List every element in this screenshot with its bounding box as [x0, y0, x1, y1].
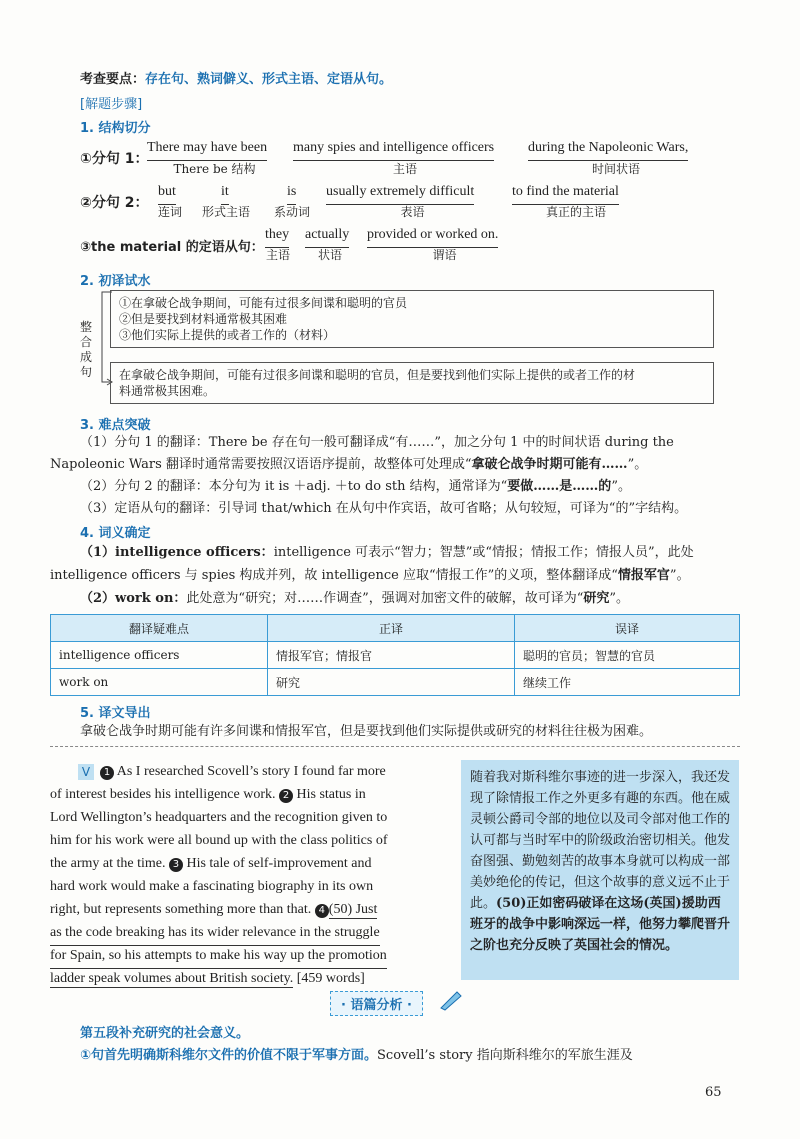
sentence-number: 1: [100, 766, 114, 780]
key-points: [80, 70, 392, 89]
merge-char: 整: [80, 320, 93, 334]
table-row: [51, 642, 740, 669]
passage-line: Lord Wellington’s headquarters and the recognition given to: [50, 810, 388, 825]
clause1-gloss1: There be 结构: [173, 162, 256, 176]
analysis-p2: [80, 1044, 633, 1063]
clause2-gloss5: 真正的主语: [545, 205, 606, 219]
passage-line: [50, 898, 377, 921]
analysis-p1: 第五段补充研究的社会意义。: [80, 1026, 250, 1041]
difficulty-p2-text: （2）分句 2 的翻译：本分句为 it is ＋adj. ＋to do sth 结构，通常译为“: [80, 479, 508, 494]
merge-char: 句: [80, 365, 93, 379]
clause1-label: ①分句 1：: [80, 151, 149, 167]
clause2-gloss2: 形式主语: [201, 205, 250, 219]
meaning-p2-head: （2）work on：: [80, 591, 187, 606]
clause3-gloss2: 状语: [317, 248, 342, 262]
clause2-label: ②分句 2：: [80, 195, 149, 211]
clause3-gloss1: 主语: [265, 248, 290, 262]
sentence-number: 4: [315, 904, 329, 918]
sidebar-bold: (50)正如密码破译在这场(英国)援助西班牙的战争中影响深远一样，他努力攀爬晋升之阶也充分反映了英国社会的情况。: [470, 896, 731, 953]
passage-text: His status in: [296, 787, 366, 802]
passage-text: ladder speak volumes about British society.: [50, 971, 294, 986]
combined-line: 料通常极其困难。: [119, 384, 216, 398]
output-text: 拿破仑战争时期可能有许多间谍和情报军官，但是要找到他们实际提供或研究的材料往往极为困难。: [80, 724, 653, 739]
clause2-part5: to find the material: [512, 180, 619, 205]
combined-line: 在拿破仑战争期间，可能有过很多间谍和聪明的官员，但是要找到他们实际上提供的或者工作的材: [119, 368, 636, 382]
passage-line: [50, 967, 365, 990]
analysis-p2-text: Scovell’s story 指向斯科维尔的军旅生涯及: [377, 1048, 633, 1063]
meaning-p1-head: （1）intelligence officers：: [80, 545, 274, 560]
clause1-gloss3: 时间状语: [591, 162, 640, 176]
difficulty-p2-bold: 要做……是……的: [507, 479, 612, 494]
clause1-part1: There may have been: [147, 136, 267, 161]
meaning-p1a: [80, 543, 694, 562]
table-row: [51, 669, 740, 696]
passage-line: [50, 852, 372, 875]
meaning-p1-bold: 情报军官: [617, 568, 670, 583]
clause2-gloss3: 系动词: [273, 205, 310, 219]
difficulty-title: 3. 难点突破: [80, 418, 151, 433]
table-header-row: [51, 615, 740, 642]
clause1-part3: during the Napoleonic Wars,: [528, 136, 688, 161]
passage-line: as the code breaking has its wider relevance in the struggle: [50, 921, 380, 946]
clause1-part2: many spies and intelligence officers: [293, 136, 494, 161]
difficulty-p2-end: ”。: [611, 479, 631, 494]
meaning-p2-end: ”。: [609, 591, 630, 606]
clause3-part3: provided or worked on.: [367, 223, 498, 248]
sentence-number: 3: [169, 858, 183, 872]
meaning-p2-text: 此处意为“研究；对……作调查”，强调对加密文件的破解，故可译为“: [186, 591, 584, 606]
merge-char: 合: [80, 335, 93, 349]
passage-text: (50) Just: [328, 902, 378, 917]
meaning-p1b-text: intelligence officers 与 spies 构成并列，故 intelligence 应取“情报工作”的义项，整体翻译成“: [50, 568, 618, 583]
table-cell: 聪明的官员；智慧的官员: [515, 642, 740, 669]
difficulty-p2: [80, 477, 631, 496]
passage-text: right, but represents something more than that.: [50, 902, 312, 917]
difficulty-p1b: [50, 455, 647, 474]
meaning-p2-bold: 研究: [583, 591, 610, 606]
analysis-badge: · 语篇分析 ·: [330, 991, 423, 1016]
table-header: 翻译疑难点: [51, 615, 268, 642]
translation-table: [50, 614, 740, 696]
meaning-p1-end: ”。: [669, 568, 690, 583]
passage-line: for Spain, so his attempts to make his way up the promotion: [50, 944, 387, 969]
meaning-title: 4. 词义确定: [80, 526, 151, 541]
analysis-p2-lead: ①句首先明确斯科维尔文件的价值不限于军事方面。: [80, 1048, 378, 1063]
passage-text: of interest besides his intelligence work.: [50, 787, 276, 802]
structure-title: 1. 结构切分: [80, 121, 151, 136]
clause2-gloss1: 连词: [157, 205, 182, 219]
clause2-gloss4: 表语: [400, 205, 425, 219]
table-header: 误译: [515, 615, 740, 642]
difficulty-p1-bold: 拿破仑战争时期可能有……: [471, 457, 628, 472]
difficulty-p1a: （1）分句 1 的翻译：There be 存在句一般可翻译成“有……”，加之分句 1 中的时间状语 during the: [80, 435, 674, 450]
section-divider: [50, 746, 740, 747]
trial-line: ①在拿破仑战争期间，可能有过很多间谍和聪明的官员: [119, 296, 408, 310]
key-points-content: 存在句、熟词僻义、形式主语、定语从句。: [145, 72, 393, 87]
trial-line: ③他们实际上提供的或者工作的（材料）: [119, 328, 336, 342]
table-cell: 研究: [268, 669, 515, 696]
table-cell: 继续工作: [515, 669, 740, 696]
trial-title: 2. 初译试水: [80, 274, 151, 289]
trial-line: ②但是要找到材料通常极其困难: [119, 312, 288, 326]
clause3-label: ③the material 的定语从句：: [80, 240, 264, 255]
passage-line: hard work would make a fascinating biography in its own: [50, 879, 374, 894]
passage-text: the army at the time.: [50, 856, 166, 871]
output-title: 5. 译文导出: [80, 706, 151, 721]
table-cell: intelligence officers: [51, 642, 268, 669]
passage-line: him for his work were all bound up with the class politics of: [50, 833, 388, 848]
clause2-part1: but: [158, 180, 176, 205]
key-points-label: 考查要点：: [80, 72, 146, 87]
passage-line: [100, 760, 386, 783]
clause1-gloss2: 主语: [392, 162, 417, 176]
table-cell: 情报军官；情报官: [268, 642, 515, 669]
trial-box: [110, 290, 714, 348]
merge-char: 成: [80, 350, 93, 364]
clause3-part2: actually: [305, 223, 349, 248]
sidebar-text: 随着我对斯科维尔事迹的进一步深入，我还发现了除情报工作之外更多有趣的东西。他在威灵顿公爵司令部的地位以及司令部对他工作的认可都与当时军中的阶级政治密切相关。他发奋图强、勤勉刻苦的故事本身就可以构成一部美妙绝伦的传记，但这个故事的意义远不止于此。: [470, 770, 731, 911]
clause2-part2: it: [221, 180, 229, 205]
page-number: 65: [705, 1085, 722, 1100]
difficulty-p1-end: ”。: [627, 457, 648, 472]
passage-text: His tale of self-improvement and: [186, 856, 372, 871]
passage-text: As I researched Scovell’s story I found far more: [116, 764, 386, 779]
clause2-part4: usually extremely difficult: [326, 180, 474, 205]
sentence-number: 2: [279, 789, 293, 803]
clause2-part3: is: [287, 180, 296, 205]
meaning-p1-text: intelligence 可表示“智力；智慧”或“情报；情报工作；情报人员”，此处: [273, 545, 694, 560]
combined-box: [110, 362, 714, 404]
meaning-p2: [80, 589, 629, 608]
meaning-p1b: [50, 566, 690, 585]
passage-line: [50, 783, 366, 806]
paragraph-marker: V: [78, 764, 94, 780]
table-cell: work on: [51, 669, 268, 696]
difficulty-p1b-text: Napoleonic Wars 翻译时通常需要按照汉语语序提前，故整体可处理成“: [50, 457, 472, 472]
table-header: 正译: [268, 615, 515, 642]
word-count: [459 words]: [296, 971, 365, 986]
clause3-part1: they: [265, 223, 289, 248]
difficulty-p3: （3）定语从句的翻译：引导词 that/which 在从句中作宾语，故可省略；从句较短，可译为“的”字结构。: [80, 501, 688, 516]
translation-sidebar: [461, 760, 739, 980]
pen-icon: [437, 988, 465, 1012]
clause3-gloss3: 谓语: [432, 248, 457, 262]
steps-label: [解题步骤]: [80, 97, 143, 112]
